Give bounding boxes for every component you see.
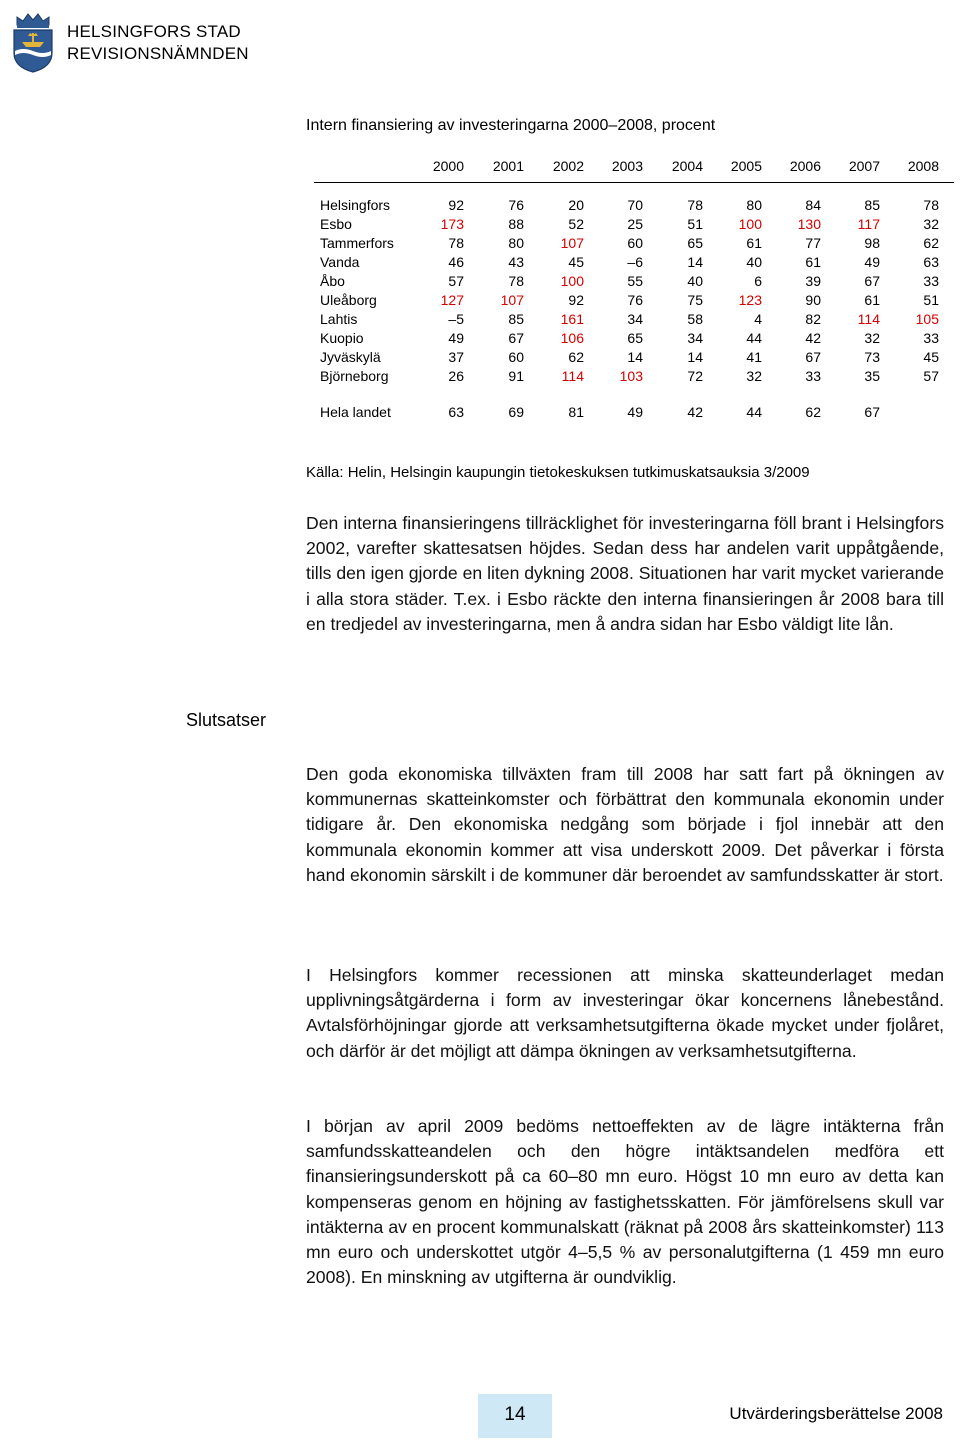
table-cell: –5 — [448, 311, 464, 327]
city-label: Tammerfors — [320, 235, 394, 251]
page-number-box — [478, 1394, 552, 1438]
table-cell: 44 — [746, 330, 762, 346]
table-row — [314, 216, 954, 235]
table-title: Intern finansiering av investeringarna 2000–2008, procent — [306, 117, 716, 134]
table-cell: 105 — [915, 311, 939, 327]
table-cell: 107 — [500, 292, 524, 308]
table-cell: 67 — [508, 330, 524, 346]
page-header — [0, 0, 960, 80]
table-cell: 92 — [568, 292, 584, 308]
table-cell: 80 — [508, 235, 524, 251]
year-header: 2000 — [432, 158, 464, 174]
table-cell: 33 — [923, 273, 939, 289]
table-cell: 34 — [627, 311, 643, 327]
year-header: 2007 — [848, 158, 880, 174]
table-cell: 40 — [746, 254, 762, 270]
table-cell: 61 — [864, 292, 880, 308]
financing-table — [314, 152, 954, 423]
table-cell: 6 — [754, 273, 762, 289]
city-label: Jyväskylä — [320, 349, 381, 365]
total-label: Hela landet — [320, 404, 391, 420]
table-cell: 69 — [508, 404, 524, 420]
table-cell: 75 — [687, 292, 703, 308]
table-cell: 39 — [805, 273, 821, 289]
table-cell: 91 — [508, 368, 524, 384]
table-cell: –6 — [627, 254, 643, 270]
table-cell: 98 — [864, 235, 880, 251]
year-header: 2002 — [552, 158, 584, 174]
city-label: Kuopio — [320, 330, 364, 346]
table-row — [314, 349, 954, 368]
city-label: Helsingfors — [320, 197, 391, 213]
paragraph-helsingfors-recession: I Helsingfors kommer recessionen att minska skatteunderlaget medan upplivningsåtgärderna i form av investeringar ökar koncernens lånebestånd. Avtalsförhöjningar gjorde att verksamhetsutgifterna ökade mycket under fjolåret, och därför är det möjligt att dämpa ökningen av verksamhetsutgifterna. — [306, 965, 944, 1061]
table-cell: 35 — [864, 368, 880, 384]
section-heading-slutsatser: Slutsatser — [186, 710, 267, 730]
table-cell: 81 — [568, 404, 584, 420]
table-cell: 63 — [448, 404, 464, 420]
table-cell: 49 — [448, 330, 464, 346]
footer-title: Utvärderingsberättelse 2008 — [729, 1404, 943, 1423]
table-cell: 45 — [923, 349, 939, 365]
table-cell: 106 — [560, 330, 584, 346]
city-label: Uleåborg — [320, 292, 377, 308]
table-row — [314, 235, 954, 254]
year-header: 2006 — [789, 158, 821, 174]
table-cell: 45 — [568, 254, 584, 270]
table-cell: 51 — [923, 292, 939, 308]
table-cell: 72 — [687, 368, 703, 384]
table-cell: 55 — [627, 273, 643, 289]
table-cell: 127 — [440, 292, 464, 308]
source-note: Källa: Helin, Helsingin kaupungin tietokeskuksen tutkimuskatsauksia 3/2009 — [306, 464, 810, 481]
paragraph-internal-financing: Den interna finansieringens tillräcklighet för investeringarna föll brant i Helsingfors 2002, varefter skattesatsen höjdes. Sedan dess har andelen varit uppåtgående, tills den igen gjorde en liten dykning 2008. Situationen har varit mycket varierande i alla stora städer. T.ex. i Esbo räckte den interna finansieringen år 2008 bara till en tredjedel av investeringarna, men å andra sidan har Esbo väldigt lite lån. — [306, 513, 944, 634]
table-cell: 67 — [864, 404, 880, 420]
table-row — [314, 273, 954, 292]
year-header: 2008 — [907, 158, 939, 174]
table-cell: 84 — [805, 197, 821, 213]
table-cell: 46 — [448, 254, 464, 270]
table-cell: 65 — [687, 235, 703, 251]
table-cell: 34 — [687, 330, 703, 346]
table-total-row — [314, 404, 954, 423]
table-cell: 61 — [805, 254, 821, 270]
table-cell: 42 — [687, 404, 703, 420]
table-cell: 32 — [923, 216, 939, 232]
table-cell: 57 — [923, 368, 939, 384]
table-cell: 14 — [687, 254, 703, 270]
table-cell: 173 — [440, 216, 464, 232]
table-cell: 65 — [627, 330, 643, 346]
table-cell: 20 — [568, 197, 584, 213]
table-cell: 161 — [560, 311, 584, 327]
table-cell: 14 — [627, 349, 643, 365]
table-cell: 62 — [805, 404, 821, 420]
table-cell: 14 — [687, 349, 703, 365]
table-row — [314, 330, 954, 349]
city-label: Björneborg — [320, 368, 389, 384]
table-cell: 4 — [754, 311, 762, 327]
table-cell: 80 — [746, 197, 762, 213]
table-cell: 42 — [805, 330, 821, 346]
table-cell: 82 — [805, 311, 821, 327]
table-cell: 78 — [687, 197, 703, 213]
org-department: REVISIONSNÄMNDEN — [67, 44, 249, 63]
table-cell: 26 — [448, 368, 464, 384]
helsinki-coat-of-arms-icon — [11, 11, 55, 73]
table-cell: 107 — [560, 235, 584, 251]
table-cell: 73 — [864, 349, 880, 365]
city-label: Lahtis — [320, 311, 358, 327]
table-cell: 103 — [619, 368, 643, 384]
table-cell: 49 — [864, 254, 880, 270]
org-name: HELSINGFORS STAD — [67, 22, 241, 41]
table-cell: 43 — [508, 254, 524, 270]
page-number: 14 — [504, 1404, 526, 1425]
table-cell: 40 — [687, 273, 703, 289]
table-cell: 78 — [448, 235, 464, 251]
table-cell: 92 — [448, 197, 464, 213]
year-header: 2004 — [671, 158, 703, 174]
table-cell: 100 — [738, 216, 762, 232]
table-cell: 33 — [805, 368, 821, 384]
paragraph-april-2009: I början av april 2009 bedöms nettoeffekten av de lägre intäkterna från samfundsskatteandelen och den högre intäktsandelen medföra ett finansieringsunderskott på ca 60–80 mn euro. Högst 10 mn euro av detta kan kompenseras genom en höjning av fastighetsskatten. För jämförelsens skull var intäkterna av en procent kommunalskatt (räknat på 2008 års skatteinkomster) 113 mn euro och underskottet utgör 4–5,5 % av personalutgifterna (1 459 mn euro 2008). En minskning av utgifterna är oundviklig. — [306, 1116, 944, 1288]
table-cell: 123 — [738, 292, 762, 308]
table-cell: 62 — [568, 349, 584, 365]
table-cell: 33 — [923, 330, 939, 346]
table-cell: 32 — [746, 368, 762, 384]
table-cell: 60 — [627, 235, 643, 251]
table-cell: 61 — [746, 235, 762, 251]
table-cell: 100 — [560, 273, 584, 289]
table-cell: 52 — [568, 216, 584, 232]
table-cell: 25 — [627, 216, 643, 232]
table-cell: 114 — [561, 368, 584, 384]
table-cell: 57 — [448, 273, 464, 289]
table-cell: 88 — [508, 216, 524, 232]
table-cell: 51 — [687, 216, 703, 232]
table-cell: 77 — [805, 235, 821, 251]
table-cell: 63 — [923, 254, 939, 270]
table-row — [314, 254, 954, 273]
table-row — [314, 311, 954, 330]
table-cell: 37 — [448, 349, 464, 365]
table-cell: 76 — [627, 292, 643, 308]
table-cell: 62 — [923, 235, 939, 251]
paragraph-economic-growth: Den goda ekonomiska tillväxten fram till 2008 har satt fart på ökningen av kommunernas skatteinkomster och förbättrat den kommunala ekonomin under tidigare år. Den ekonomiska nedgång som började i fjol innebär att den kommunala ekonomin kommer att visa underskott 2009. Det påverkar i första hand ekonomin särskilt i de kommuner där beroendet av samfundsskatter är stort. — [306, 764, 944, 885]
table-cell: 44 — [746, 404, 762, 420]
table-cell: 90 — [805, 292, 821, 308]
city-label: Åbo — [320, 273, 345, 289]
table-cell: 67 — [805, 349, 821, 365]
table-cell: 41 — [746, 349, 762, 365]
table-cell: 78 — [508, 273, 524, 289]
city-label: Esbo — [320, 216, 352, 232]
table-row — [314, 368, 954, 387]
table-row — [314, 197, 954, 216]
table-cell: 60 — [508, 349, 524, 365]
table-header-row — [314, 152, 954, 183]
table-cell: 85 — [864, 197, 880, 213]
table-body — [314, 197, 954, 387]
table-cell: 130 — [797, 216, 821, 232]
year-header: 2005 — [730, 158, 762, 174]
table-cell: 32 — [864, 330, 880, 346]
table-row — [314, 292, 954, 311]
table-cell: 85 — [508, 311, 524, 327]
year-header: 2003 — [611, 158, 643, 174]
table-cell: 114 — [857, 311, 880, 327]
table-cell: 76 — [508, 197, 524, 213]
table-cell: 58 — [687, 311, 703, 327]
table-cell: 67 — [864, 273, 880, 289]
city-label: Vanda — [320, 254, 360, 270]
table-cell: 117 — [857, 216, 880, 232]
year-header: 2001 — [492, 158, 524, 174]
table-cell: 49 — [627, 404, 643, 420]
table-cell: 78 — [923, 197, 939, 213]
table-cell: 70 — [627, 197, 643, 213]
